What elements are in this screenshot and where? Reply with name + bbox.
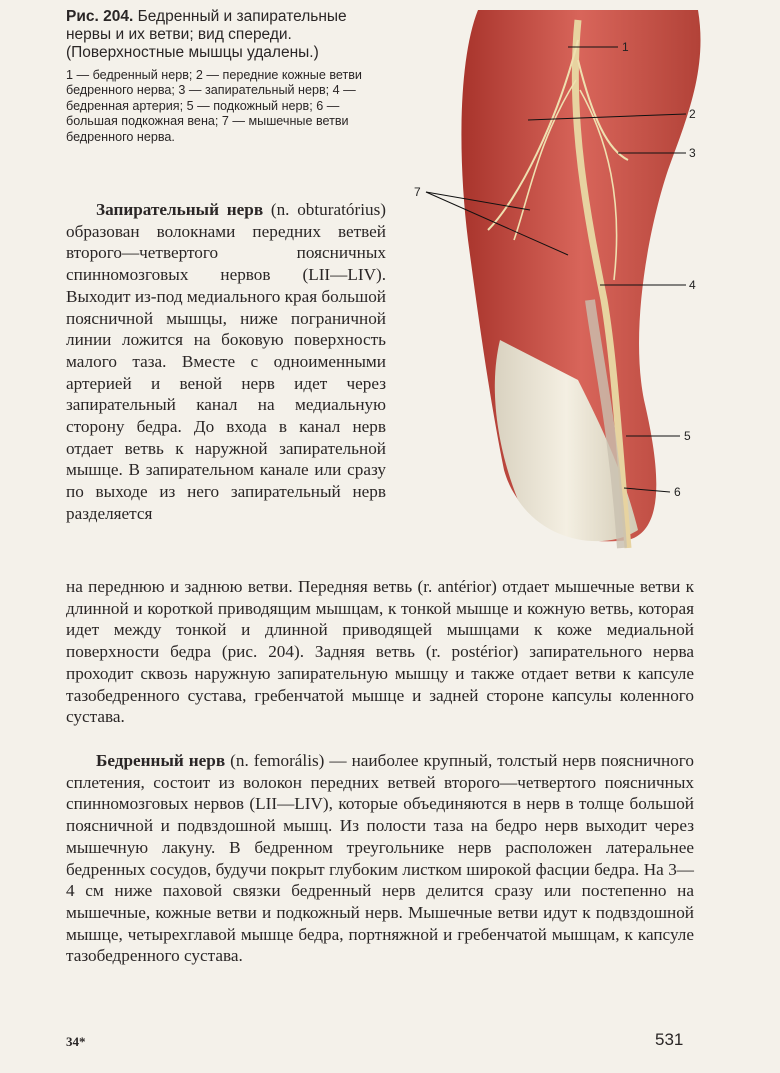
- femoral-text: (n. femorális) — наиболее крупный, толстый нерв поясничного сплетения, состоит из волокон передних ветвей второго—четвертого поясничных спинномозговых нервов (LII—LIV), которые объединяются в нерв в толще большой поясничной и подвздошной мышц. Из полости таза на бедро нерв выходит через мышечную лакуну. В бедренном треугольнике нерв расположен латеральнее бедренных сосудов, будучи покрыт глубоким листком широкой фасции бедра. На 3—4 см ниже паховой связки бедренный нерв делится сразу или постепенно на мышечные, кожные ветви и подкожный нерв. Мышечные ветви идут к подвздошной мышце, четырехглавой мышце бедра, портняжной и гребенчатой мышцам, к капсуле тазобедренного сустава.: [66, 751, 694, 966]
- callout-2: 2: [689, 107, 696, 121]
- obturator-full-text: [66, 576, 694, 728]
- obturator-col-text: (n. obturatórius) образован волокнами передних ветвей второго—четвертого поясничных спинномозговых нервов (LII—LIV). Выходит из-под медиального края большой поясничной мышцы, ниже пограничной линии ложится на боковую поверхность малого таза. Вместе с одноименными артерией и веной нерв идет через запирательный канал на медиальную сторону бедра. До входа в канал нерв отдает ветвь к наружной запирательной мышце. В запирательном канале или сразу по выходе из него запирательный нерв разделяется: [66, 200, 386, 523]
- callout-5: 5: [684, 429, 691, 443]
- callout-4: 4: [689, 278, 696, 292]
- caption-title: [66, 8, 391, 62]
- callout-6: 6: [674, 485, 681, 499]
- femoral-heading: Бедренный нерв: [96, 751, 226, 770]
- anatomical-illustration: [414, 0, 734, 575]
- obturator-continuation: на переднюю и заднюю ветви. Передняя ветвь (r. antérior) отдает мышечные ветви к длинной и короткой приводящим мышцам, к тонкой мышце и кожную ветвь, которая идет между тонкой и длинной приводящей мышцами к коже медиальной поверхности бедра (рис. 204). Задняя ветвь (r. postérior) запирательного нерва проходит сквозь наружную запирательную мышцу и также отдает ветви к капсуле тазобедренного сустава, гребенчатой мышце и задней стороне капсулы коленного сустава.: [66, 577, 694, 727]
- obturator-heading: Запирательный нерв: [96, 200, 264, 219]
- thigh-nerves-drawing: [414, 0, 734, 575]
- caption-title-text: Бедренный и запирательные нервы и их ветви; вид спереди. (Поверхностные мышцы удалены.): [66, 8, 347, 61]
- caption-label: Рис. 204.: [66, 8, 134, 25]
- callout-3: 3: [689, 146, 696, 160]
- callout-1: 1: [622, 40, 629, 54]
- caption-legend: 1 — бедренный нерв; 2 — передние кожные ветви бедренного нерва; 3 — запирательный нерв; 4 — бедренная артерия; 5 — подкожный нерв; 6 — большая подкожная вена; 7 — мышечные ветви бедренного нерва.: [66, 68, 362, 144]
- obturator-column-text: [66, 199, 386, 525]
- callout-7: 7: [414, 185, 421, 199]
- femoral-paragraph: [66, 750, 694, 967]
- page-number: 531: [655, 1030, 684, 1049]
- signature-mark: 34*: [66, 1034, 86, 1049]
- figure-caption: [66, 8, 391, 145]
